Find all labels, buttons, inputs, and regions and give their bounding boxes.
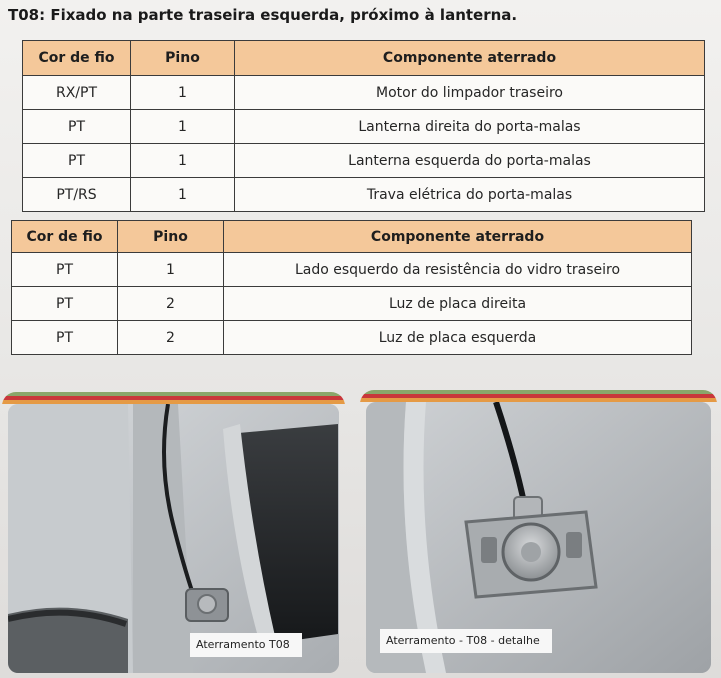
cell-pino: 1 xyxy=(131,110,235,144)
cell-cor: PT xyxy=(12,287,118,321)
cell-pino: 2 xyxy=(118,287,224,321)
photo2-caption: Aterramento - T08 - detalhe xyxy=(380,629,552,653)
photo-ground-t08 xyxy=(2,392,345,673)
table-row xyxy=(23,144,705,178)
cell-cor: PT xyxy=(23,144,131,178)
table-row xyxy=(12,321,692,355)
header-pino: Pino xyxy=(131,41,235,76)
cell-componente: Trava elétrica do porta-malas xyxy=(235,178,705,212)
cell-pino: 1 xyxy=(131,144,235,178)
header-componente: Componente aterrado xyxy=(224,221,692,253)
table-row xyxy=(23,178,705,212)
header-cor-de-fio: Cor de fio xyxy=(12,221,118,253)
cell-cor: PT xyxy=(12,253,118,287)
cell-componente: Lanterna esquerda do porta-malas xyxy=(235,144,705,178)
table-row xyxy=(23,110,705,144)
table-header-row xyxy=(23,41,705,76)
cell-cor: RX/PT xyxy=(23,76,131,110)
cell-cor: PT/RS xyxy=(23,178,131,212)
header-componente: Componente aterrado xyxy=(235,41,705,76)
cell-pino: 1 xyxy=(131,178,235,212)
cell-cor: PT xyxy=(12,321,118,355)
cell-pino: 1 xyxy=(131,76,235,110)
cell-componente: Luz de placa esquerda xyxy=(224,321,692,355)
table-row xyxy=(23,76,705,110)
table-row xyxy=(12,253,692,287)
header-pino: Pino xyxy=(118,221,224,253)
cell-pino: 1 xyxy=(118,253,224,287)
cell-componente: Lado esquerdo da resistência do vidro traseiro xyxy=(224,253,692,287)
ground-table-1 xyxy=(22,40,705,212)
header-cor-de-fio: Cor de fio xyxy=(23,41,131,76)
table-header-row xyxy=(12,221,692,253)
cell-componente: Lanterna direita do porta-malas xyxy=(235,110,705,144)
page-title: T08: Fixado na parte traseira esquerda, próximo à lanterna. xyxy=(8,6,518,24)
cell-componente: Luz de placa direita xyxy=(224,287,692,321)
ground-table-2 xyxy=(11,220,692,355)
cell-pino: 2 xyxy=(118,321,224,355)
cell-componente: Motor do limpador traseiro xyxy=(235,76,705,110)
table-row xyxy=(12,287,692,321)
photo1-caption: Aterramento T08 xyxy=(190,633,302,657)
cell-cor: PT xyxy=(23,110,131,144)
